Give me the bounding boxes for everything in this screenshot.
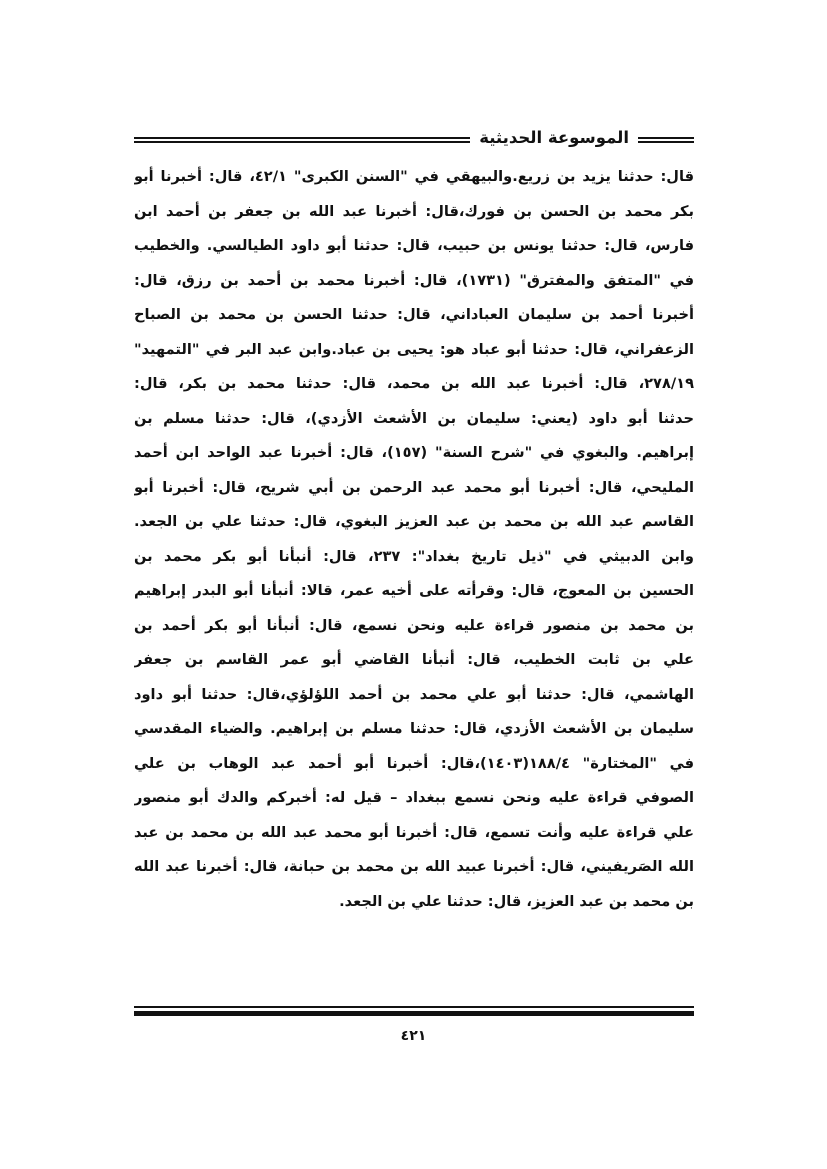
footer-rule-thick	[134, 1011, 694, 1016]
text-line-last: بن محمد بن عبد العزيز، قال: حدثنا علي بن الجعد.	[339, 892, 694, 910]
header-title: الموسوعة الحديثية	[479, 127, 629, 147]
text-line: المليحي، قال: أخبرنا أبو محمد عبد الرحمن بن أبي شريح، قال: أخبرنا أبو	[134, 478, 694, 496]
text-line: في "المتفق والمفترق" (١٧٣١)، قال: أخبرنا محمد بن أحمد بن رزق، قال:	[134, 271, 694, 289]
text-line: علي قراءة عليه وأنت تسمع، قال: أخبرنا أبو محمد عبد الله بن محمد بن عبد	[134, 823, 694, 841]
text-line: علي بن ثابت الخطيب، قال: أنبأنا القاضي أبو عمر القاسم بن جعفر	[134, 651, 694, 668]
text-line: الصوفي قراءة عليه ونحن نسمع ببغداد – قيل له: أخبركم والدك أبو منصور	[134, 789, 694, 806]
text-line: الزعفراني، قال: حدثنا أبو عباد هو: يحيى بن عباد.وابن عبد البر في "التمهيد"	[134, 340, 694, 358]
page-header	[134, 121, 694, 153]
body-text	[134, 160, 694, 919]
header-rule-right	[638, 137, 694, 143]
text-line: ٢٧٨/١٩، قال: أخبرنا عبد الله بن محمد، قال: حدثنا محمد بن بكر، قال:	[134, 375, 694, 392]
text-line: إبراهيم. والبغوي في "شرح السنة" (١٥٧)، قال: أخبرنا عبد الواحد ابن أحمد	[134, 444, 694, 461]
text-line: بكر محمد بن الحسن بن فورك،قال: أخبرنا عبد الله بن جعفر بن أحمد ابن	[134, 202, 694, 220]
text-line: بن محمد بن منصور قراءة عليه ونحن نسمع، قال: أنبأنا أبو بكر أحمد بن	[134, 616, 694, 634]
text-line: وابن الدبيثي في "ذيل تاريخ بغداد": ٢٣٧، قال: أنبأنا أبو بكر محمد بن	[134, 547, 694, 565]
text-line: في "المختارة" ١٨٨/٤(١٤٠٣)،قال: أخبرنا أبو أحمد عبد الوهاب بن علي	[134, 754, 694, 772]
text-line: الهاشمي، قال: حدثنا أبو علي محمد بن أحمد اللؤلؤي،قال: حدثنا أبو داود	[134, 685, 694, 703]
header-rule-left	[134, 137, 470, 143]
text-line: سليمان بن الأشعث الأزدي، قال: حدثنا مسلم بن إبراهيم. والضياء المقدسي	[134, 720, 694, 737]
text-line: القاسم عبد الله بن محمد بن عبد العزيز البغوي، قال: حدثنا علي بن الجعد.	[134, 513, 694, 530]
footer-rule-thin	[134, 1006, 694, 1008]
text-line: قال: حدثنا يزيد بن زريع.والبيهقي في "السنن الكبرى" ٤٢/١، قال: أخبرنا أبو	[134, 168, 694, 185]
text-line: أخبرنا أحمد بن سليمان العباداني، قال: حدثنا الحسن بن محمد بن الصباح	[134, 306, 694, 323]
text-line: فارس، قال: حدثنا يونس بن حبيب، قال: حدثنا أبو داود الطيالسي. والخطيب	[134, 237, 694, 254]
text-line: الله الصَريفيني، قال: أخبرنا عبيد الله بن محمد بن حبانة، قال: أخبرنا عبد الله	[134, 858, 694, 875]
text-line: حدثنا أبو داود (يعني: سليمان بن الأشعث الأزدي)، قال: حدثنا مسلم بن	[134, 409, 694, 427]
page-number: ٤٢١	[400, 1028, 427, 1044]
text-line: الحسين بن المعوج، قال: وقرأته على أخيه عمر، قالا: أنبأنا أبو البدر إبراهيم	[134, 582, 694, 599]
footer-rule	[134, 1006, 694, 1018]
